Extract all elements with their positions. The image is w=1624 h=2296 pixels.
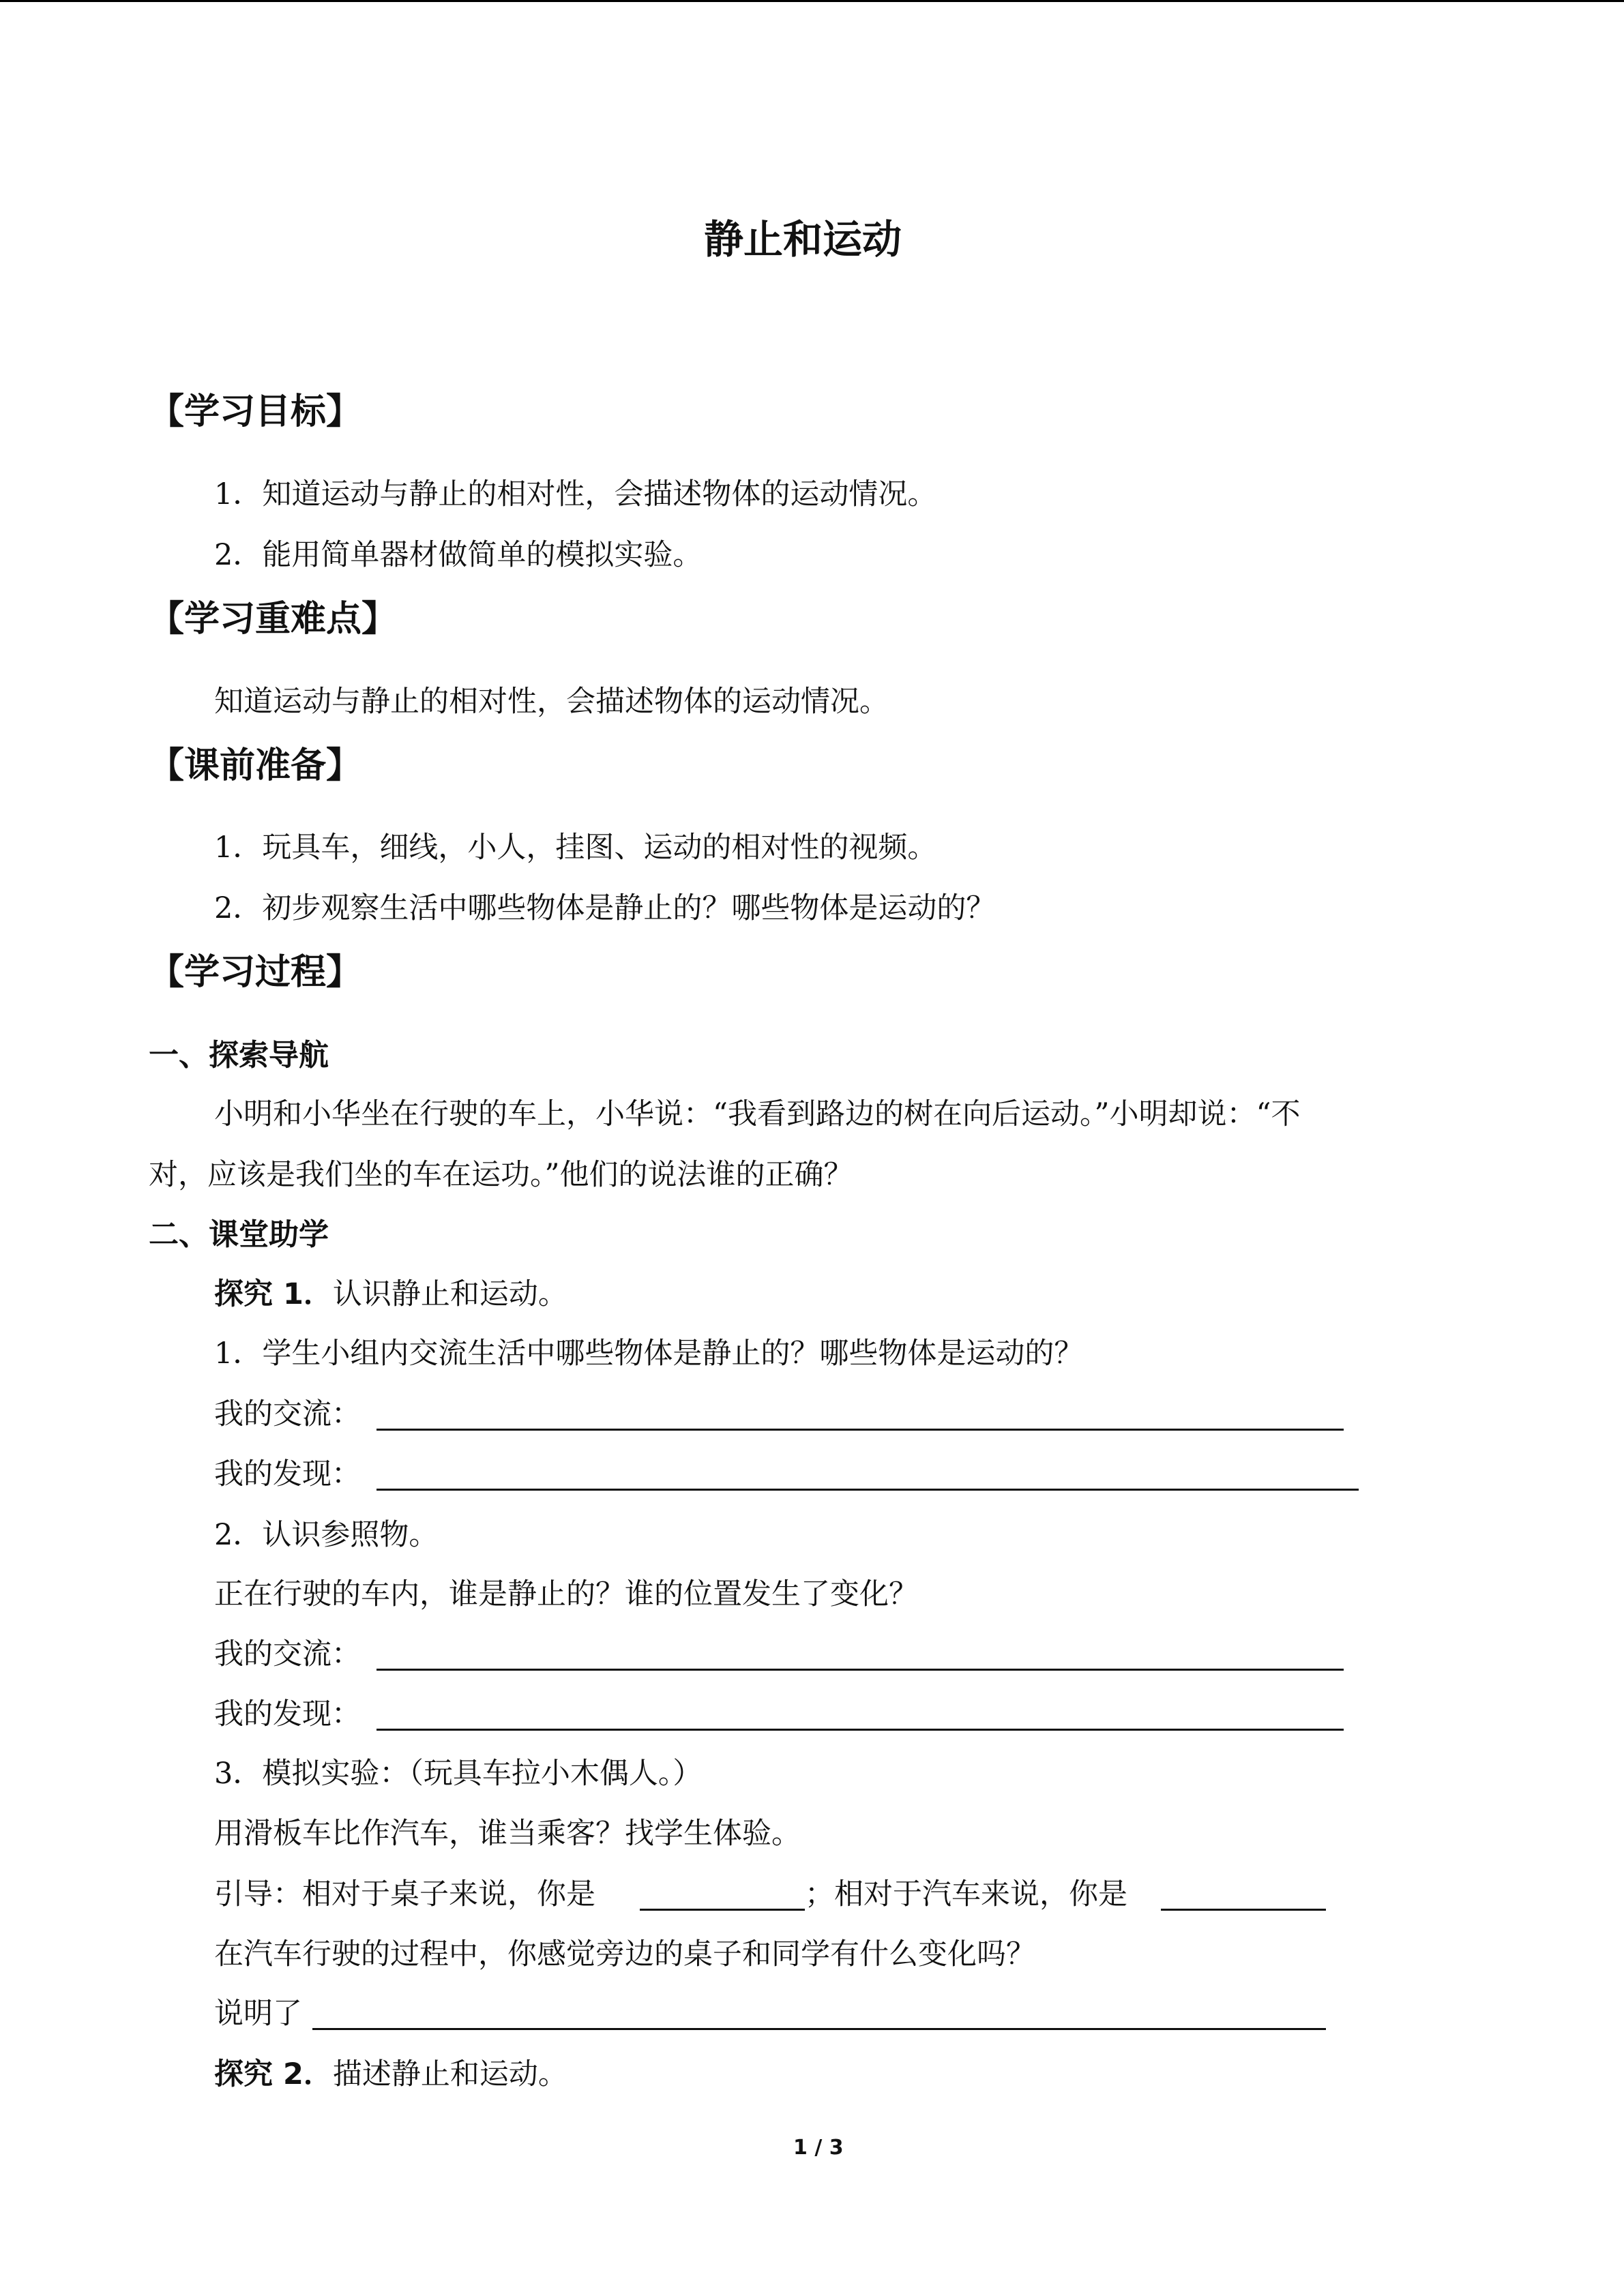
explains-answer-line[interactable] bbox=[312, 2028, 1326, 2030]
exchange-label: 我的交流： bbox=[214, 1397, 361, 1431]
goal-item: 1．知道运动与静止的相对性，会描述物体的运动情况。 bbox=[214, 477, 937, 511]
part1-heading: 一、探索导航 bbox=[149, 1038, 329, 1073]
section-heading-process: 【学习过程】 bbox=[149, 952, 362, 993]
section-heading-key-points: 【学习重难点】 bbox=[149, 599, 398, 640]
top-border-rule bbox=[0, 0, 1624, 2]
finding-answer-line[interactable] bbox=[377, 1489, 1359, 1491]
explore2-label: 探究 2． bbox=[214, 2057, 333, 2091]
part1-paragraph-line2: 对，应该是我们坐的车在运功。”他们的说法谁的正确？ bbox=[149, 1158, 853, 1192]
section-heading-goals: 【学习目标】 bbox=[149, 391, 362, 432]
page-number: 1 / 3 bbox=[793, 2136, 844, 2160]
preparation-item: 1．玩具车，细线，小人，挂图、运动的相对性的视频。 bbox=[214, 831, 937, 865]
goal-item: 2．能用简单器材做简单的模拟实验。 bbox=[214, 538, 703, 572]
key-point-text: 知道运动与静止的相对性，会描述物体的运动情况。 bbox=[214, 685, 889, 719]
guide-text-part2: ；相对于汽车来说，你是 bbox=[805, 1877, 1127, 1911]
exchange-answer-line[interactable] bbox=[377, 1669, 1344, 1671]
page-title: 静止和运动 bbox=[704, 216, 902, 263]
section-heading-preparation: 【课前准备】 bbox=[149, 745, 362, 786]
part2-heading: 二、课堂助学 bbox=[149, 1217, 329, 1252]
explains-label: 说明了 bbox=[214, 1997, 302, 2031]
question-1: 1．学生小组内交流生活中哪些物体是静止的？哪些物体是运动的？ bbox=[214, 1337, 1084, 1371]
guide-blank-1[interactable] bbox=[640, 1909, 805, 1911]
explore1-label: 探究 1． bbox=[214, 1277, 333, 1311]
explore2-line bbox=[214, 2057, 567, 2091]
guide-text-part1: 引导：相对于桌子来说，你是 bbox=[214, 1877, 595, 1911]
exchange-label: 我的交流： bbox=[214, 1637, 361, 1671]
finding-label: 我的发现： bbox=[214, 1697, 361, 1731]
explore1-line bbox=[214, 1277, 567, 1311]
part1-paragraph-line1: 小明和小华坐在行驶的车上，小华说：“我看到路边的树在向后运动。”小明却说：“不 bbox=[214, 1097, 1301, 1131]
exchange-answer-line[interactable] bbox=[377, 1429, 1344, 1431]
question-3: 3．模拟实验：（玩具车拉小木偶人。） bbox=[214, 1757, 703, 1791]
preparation-item: 2．初步观察生活中哪些物体是静止的？哪些物体是运动的？ bbox=[214, 891, 996, 925]
finding-answer-line[interactable] bbox=[377, 1729, 1344, 1731]
explore2-text: 描述静止和运动。 bbox=[332, 2057, 567, 2091]
finding-label: 我的发现： bbox=[214, 1457, 361, 1491]
question-2: 2．认识参照物。 bbox=[214, 1518, 439, 1552]
guide-blank-2[interactable] bbox=[1161, 1909, 1326, 1911]
question-3-followup: 在汽车行驶的过程中，你感觉旁边的桌子和同学有什么变化吗？ bbox=[214, 1937, 1035, 1971]
question-3-text: 用滑板车比作汽车，谁当乘客？找学生体验。 bbox=[214, 1817, 801, 1851]
explore1-text: 认识静止和运动。 bbox=[332, 1277, 567, 1311]
question-2-text: 正在行驶的车内，谁是静止的？谁的位置发生了变化？ bbox=[214, 1577, 918, 1611]
